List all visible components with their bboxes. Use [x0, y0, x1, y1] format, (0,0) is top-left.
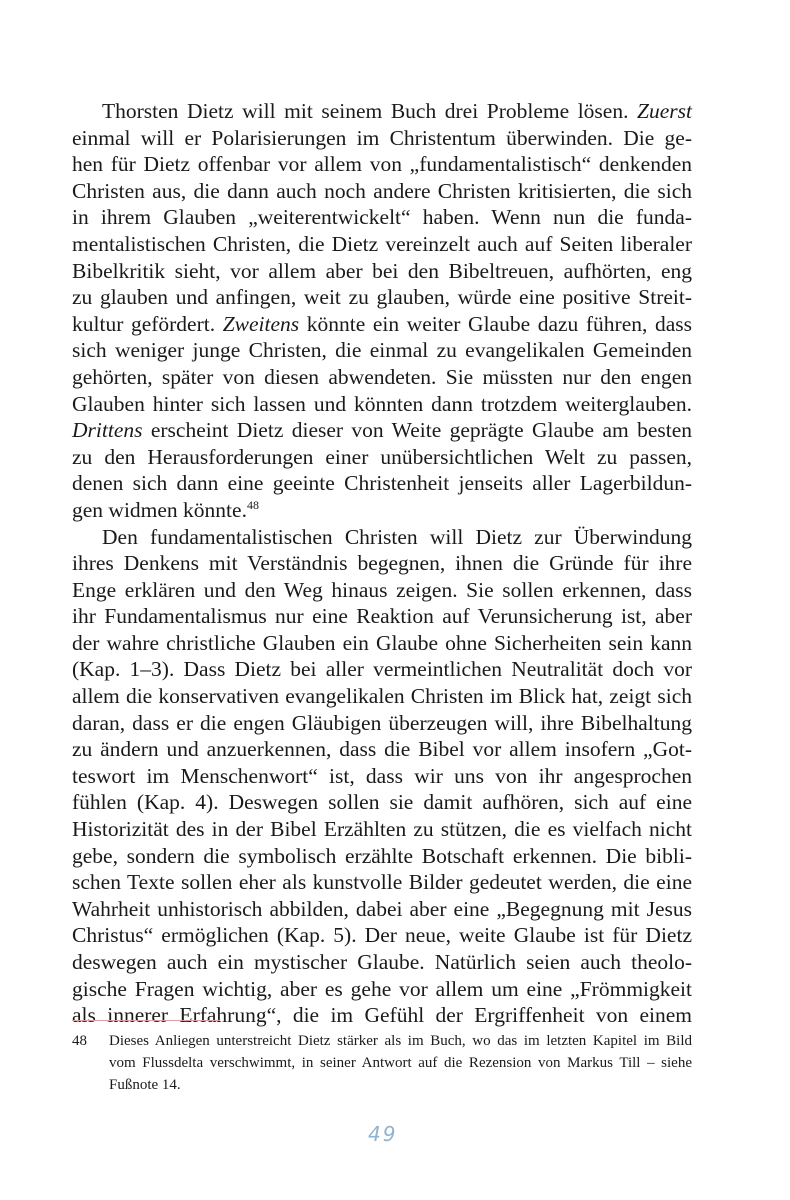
emphasis: Zuerst: [637, 99, 692, 123]
text-line: zu glauben und anfingen, weit zu glauben, würde eine positive Streit-: [72, 285, 692, 310]
text-line: Wahrheit unhistorisch abbilden, dabei aber eine „Begegnung mit Jesus: [72, 896, 692, 921]
text-line: Bibelkritik sieht, vor allem aber bei den Bibeltreuen, aufhörten, eng: [72, 258, 692, 283]
text-line: (Kap. 1–3). Dass Dietz bei aller vermeintlichen Neutralität doch vor: [72, 657, 692, 682]
text-line: allem die konservativen evangelikalen Christen im Blick hat, zeigt sich: [72, 684, 692, 709]
text-line: als innerer Erfahrung“, die im Gefühl der Ergriffenheit von einem: [72, 1003, 692, 1028]
emphasis: Zweitens: [222, 311, 300, 336]
text-line: Den fundamentalistischen Christen will Dietz zur Überwindung: [102, 524, 692, 549]
body-text: [72, 98, 692, 1029]
text-line: teswort im Menschenwort“ ist, dass wir uns von ihr angesprochen: [72, 763, 692, 788]
text-line: mentalistischen Christen, die Dietz vereinzelt auch auf Seiten liberaler: [72, 231, 692, 256]
text-line: Glauben hinter sich lassen und könnten dann trotzdem weiterglauben.: [72, 391, 692, 416]
text-line: Thorsten Dietz will mit seinem Buch drei Probleme lösen. Zuerst: [102, 99, 692, 123]
text-line: gebe, sondern die symbolisch erzählte Botschaft erkennen. Die bibli-: [72, 843, 692, 868]
paragraph-1: [72, 98, 692, 524]
text-line: zu den Herausforderungen einer unübersichtlichen Welt zu passen,: [72, 444, 692, 469]
footnote-line: vom Flussdelta verschwimmt, in seiner Antwort auf die Rezension von Markus Till – siehe: [109, 1055, 692, 1071]
text-line: ihres Denkens mit Verständnis begegnen, ihnen die Gründe für ihre: [72, 551, 692, 576]
text-line: der wahre christliche Glauben ein Glaube ohne Sicherheiten sein kann: [72, 630, 692, 655]
text-line: ihr Fundamentalismus nur eine Reaktion auf Verunsicherung ist, aber: [72, 604, 692, 629]
text-line: schen Texte sollen eher als kunstvolle Bilder gedeutet werden, die eine: [72, 870, 692, 895]
text-line: kultur gefördert. Zweitens könnte ein weiter Glaube dazu führen, dass: [72, 311, 693, 336]
page-number: 49: [368, 1122, 398, 1146]
text-line: sich weniger junge Christen, die einmal zu evangelikalen Gemeinden: [72, 338, 692, 363]
footnote-reference[interactable]: 48: [246, 497, 259, 512]
text-line: zu ändern und anzuerkennen, dass die Bibel vor allem insofern „Got-: [72, 737, 692, 762]
text-line: gische Fragen wichtig, aber es gehe vor allem um eine „Frömmigkeit: [72, 976, 692, 1001]
text-line: gen widmen könnte.$^{48}$: [72, 497, 259, 522]
text-line: Drittens erscheint Dietz dieser von Weite geprägte Glaube am besten: [72, 418, 692, 443]
text-line: Christus“ ermöglichen (Kap. 5). Der neue, weite Glaube ist für Dietz: [72, 923, 692, 948]
text-line: Historizität des in der Bibel Erzählten zu stützen, die es vielfach nicht: [72, 817, 692, 842]
footnote-divider: [72, 1020, 220, 1021]
text-line: deswegen auch ein mystischer Glaube. Natürlich seien auch theolo-: [72, 950, 692, 974]
text-line: denen sich dann eine geeinte Christenheit jenseits aller Lagerbildun-: [72, 471, 692, 496]
text-line: einmal will er Polarisierungen im Christentum überwinden. Die ge-: [72, 125, 692, 150]
footnote-number: 48: [72, 1033, 87, 1049]
text-line: Enge erklären und den Weg hinaus zeigen. Sie sollen erkennen, dass: [72, 577, 692, 602]
text-line: fühlen (Kap. 4). Deswegen sollen sie damit aufhören, sich auf eine: [72, 790, 692, 815]
text-line: Christen aus, die dann auch noch andere Christen kritisierten, die sich: [72, 178, 692, 203]
paragraph-2: [72, 524, 692, 1029]
footnote-line: Dieses Anliegen unterstreicht Dietz stärker als im Buch, wo das im letzten Kapitel im Bild: [109, 1033, 692, 1049]
footnote-48: [72, 1030, 692, 1096]
footnote-line: Fußnote 14.: [109, 1077, 181, 1093]
text-line: daran, dass er die engen Gläubigen überzeugen will, ihre Bibelhaltung: [72, 710, 692, 735]
text-line: in ihrem Glauben „weiterentwickelt“ haben. Wenn nun die funda-: [72, 205, 692, 230]
text-line: hen für Dietz offenbar vor allem von „fundamentalistisch“ denkenden: [72, 152, 692, 177]
footnote-text: [109, 1030, 692, 1096]
text-line: gehörten, später von diesen abwendeten. Sie müssten nur den engen: [72, 364, 692, 389]
emphasis: Drittens: [72, 418, 143, 443]
